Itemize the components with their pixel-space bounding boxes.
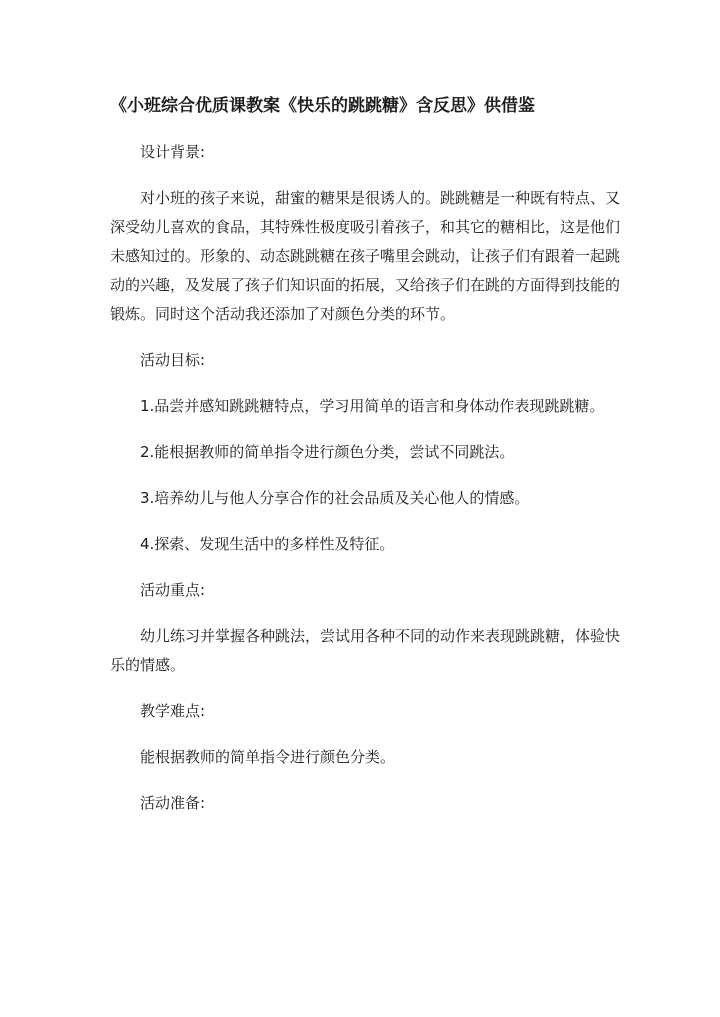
focus-heading: 活动重点:: [140, 581, 206, 599]
background-paragraph: 对小班的孩子来说，甜蜜的糖果是很诱人的。跳跳糖是一种既有特点、又深受幼儿喜欢的食品，其特殊性极度吸引着孩子，和其它的糖相比，这是他们未感知过的。形象的、动态跳跳糖在孩子嘴里会跳动，让孩子们有跟着一起跳动的兴趣，及发展了孩子们知识面的拓展，又给孩子们在跳的方面得到技能的锻炼。同时这个活动我还添加了对颜色分类的环节。: [110, 189, 621, 323]
difficulty-heading: 教学难点:: [140, 702, 206, 720]
preparation-heading: 活动准备:: [140, 794, 206, 812]
background-heading: 设计背景:: [140, 143, 206, 161]
goal-item-2: 2.能根据教师的简单指令进行颜色分类，尝试不同跳法。: [140, 443, 515, 461]
focus-paragraph: 幼儿练习并掌握各种跳法，尝试用各种不同的动作来表现跳跳糖，体验快乐的情感。: [110, 627, 621, 674]
document-body: [110, 138, 620, 835]
goal-item-1: 1.品尝并感知跳跳糖特点，学习用简单的语言和身体动作表现跳跳糖。: [140, 397, 605, 415]
document-title: 《小班综合优质课教案《快乐的跳跳糖》含反思》供借鉴: [110, 96, 535, 116]
goals-heading: 活动目标:: [140, 351, 206, 369]
difficulty-paragraph: 能根据教师的简单指令进行颜色分类。: [140, 748, 396, 766]
goal-item-3: 3.培养幼儿与他人分享合作的社会品质及关心他人的情感。: [140, 489, 530, 507]
goal-item-4: 4.探索、发现生活中的多样性及特征。: [140, 535, 395, 553]
